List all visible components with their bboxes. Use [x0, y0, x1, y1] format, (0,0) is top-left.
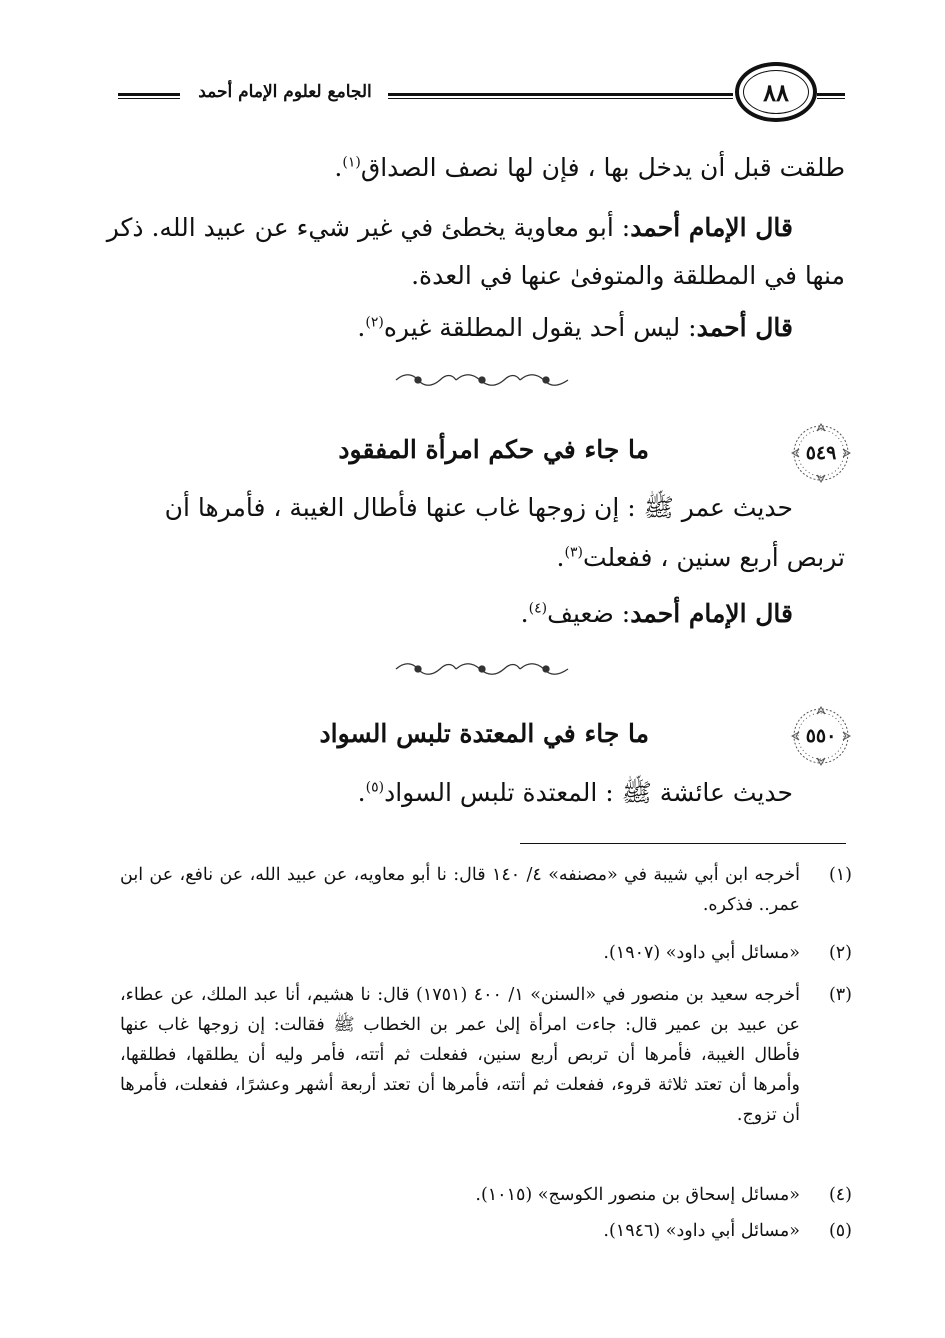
paragraph-2-line-1 [107, 208, 793, 248]
footnote-3-number: (٣) [828, 985, 852, 1005]
hadith-aisha-text: حديث عائشة ﷺ : المعتدة تلبس السواد [384, 778, 793, 807]
ruling-549: قال الإمام أحمد: ضعيف$^{(٤)}$. [520, 599, 793, 628]
paragraph-2-line-2 [411, 256, 845, 296]
paragraph-1: طلقت قبل أن يدخل بها ، فإن لها نصف الصداق$^{(١)}$. [334, 153, 845, 182]
footnote-ref-2: (٢) [365, 314, 384, 331]
footnote-3 [120, 980, 852, 1130]
ornament-divider-1 [392, 373, 572, 387]
section-549-title: ما جاء في حكم امرأة المفقود [338, 435, 649, 464]
header-rule-left [118, 93, 180, 99]
footnote-ref-4: (٤) [528, 600, 548, 617]
footnote-separator [520, 843, 846, 844]
ornament-divider-2 [392, 662, 572, 676]
ruling-549-text: : ضعيف [547, 599, 631, 628]
header-rule-right [388, 93, 733, 99]
footnote-3-text: أخرجه سعيد بن منصور في «السنن» ١/ ٤٠٠ (١٧٥١) قال: نا هشيم، أنا عبد الملك، عن عطاء، عن عبيد بن عمير قال: جاءت امرأة إلىٰ عمر بن الخطاب ﷺ فقالت: إن زوجها غاب عنها فأطال الغيبة، فأمرها أن تربص أربع سنين، ففعلت ثم أتته، فأمر وليه أن يطلقها، فطلقها، وأمرها أن تعتد ثلاثة قروء، ففعلت ثم أتته، فأمرها أن تعتد أربعة أشهر وعشرًا، ففعلت، فأمرها أن تزوج. [120, 985, 800, 1125]
footnote-1 [120, 860, 852, 920]
speaker-imam-ahmad: قال الإمام أحمد [630, 213, 793, 242]
footnote-5 [120, 1216, 852, 1246]
footnote-2-number: (٢) [828, 943, 852, 963]
section-number-550 [790, 705, 852, 767]
paragraph-3: قال أحمد: ليس أحد يقول المطلقة غيره$^{(٢)}$. [357, 313, 793, 342]
footnote-5-text: «مسائل أبي داود» (١٩٤٦). [603, 1221, 800, 1241]
footnote-ref-3: (٣) [564, 544, 583, 561]
footnote-ref-5: (٥) [365, 779, 385, 796]
footnote-1-text: أخرجه ابن أبي شيبة في «مصنفه» ٤/ ١٤٠ قال: نا أبو معاويه، عن عبيد الله، عن نافع، عن ابن عمر.. فذكره. [120, 865, 800, 915]
section-number-549-text: ٥٤٩ [805, 442, 837, 464]
speaker-ahmad: قال أحمد [696, 313, 793, 342]
hadith-umar-text-1: حديث عمر ﷺ : إن زوجها غاب عنها فأطال الغيبة ، فأمرها أن [164, 493, 793, 522]
footnote-1-number: (١) [828, 865, 852, 885]
footnote-2-text: «مسائل أبي داود» (١٩٠٧). [603, 943, 800, 963]
hadith-umar-line-1 [165, 488, 793, 528]
paragraph-3-text: : ليس أحد يقول المطلقة غيره [383, 313, 697, 342]
page-number-badge [735, 62, 817, 122]
section-number-550-text: ٥٥٠ [805, 725, 837, 747]
running-title: الجامع لعلوم الإمام أحمد [198, 82, 372, 102]
paragraph-1-text: طلقت قبل أن يدخل بها ، فإن لها نصف الصداق [360, 153, 845, 182]
header-rule-tail [817, 93, 845, 99]
footnote-ref-1: (١) [342, 154, 361, 171]
speaker-imam-ahmad-2: قال الإمام أحمد [630, 599, 793, 628]
paragraph-2-text-2: منها في المطلقة والمتوفىٰ عنها في العدة. [411, 261, 845, 290]
hadith-umar-text-2: تربص أربع سنين ، ففعلت [582, 543, 845, 572]
hadith-aisha: حديث عائشة ﷺ : المعتدة تلبس السواد$^{(٥)}$. [357, 778, 793, 807]
hadith-umar-line-2: تربص أربع سنين ، ففعلت$^{(٣)}$. [556, 543, 845, 572]
page-number: ٨٨ [763, 77, 789, 107]
section-number-549 [790, 422, 852, 484]
footnote-2 [120, 938, 852, 968]
footnote-4-text: «مسائل إسحاق بن منصور الكوسج» (١٠١٥). [475, 1185, 800, 1205]
paragraph-2-text-1: : أبو معاوية يخطئ في غير شيء عن عبيد الله. ذكر [106, 213, 631, 242]
footnote-4 [120, 1180, 852, 1210]
footnote-5-number: (٥) [828, 1221, 852, 1241]
footnote-4-number: (٤) [828, 1185, 852, 1205]
section-550-title: ما جاء في المعتدة تلبس السواد [319, 719, 649, 748]
